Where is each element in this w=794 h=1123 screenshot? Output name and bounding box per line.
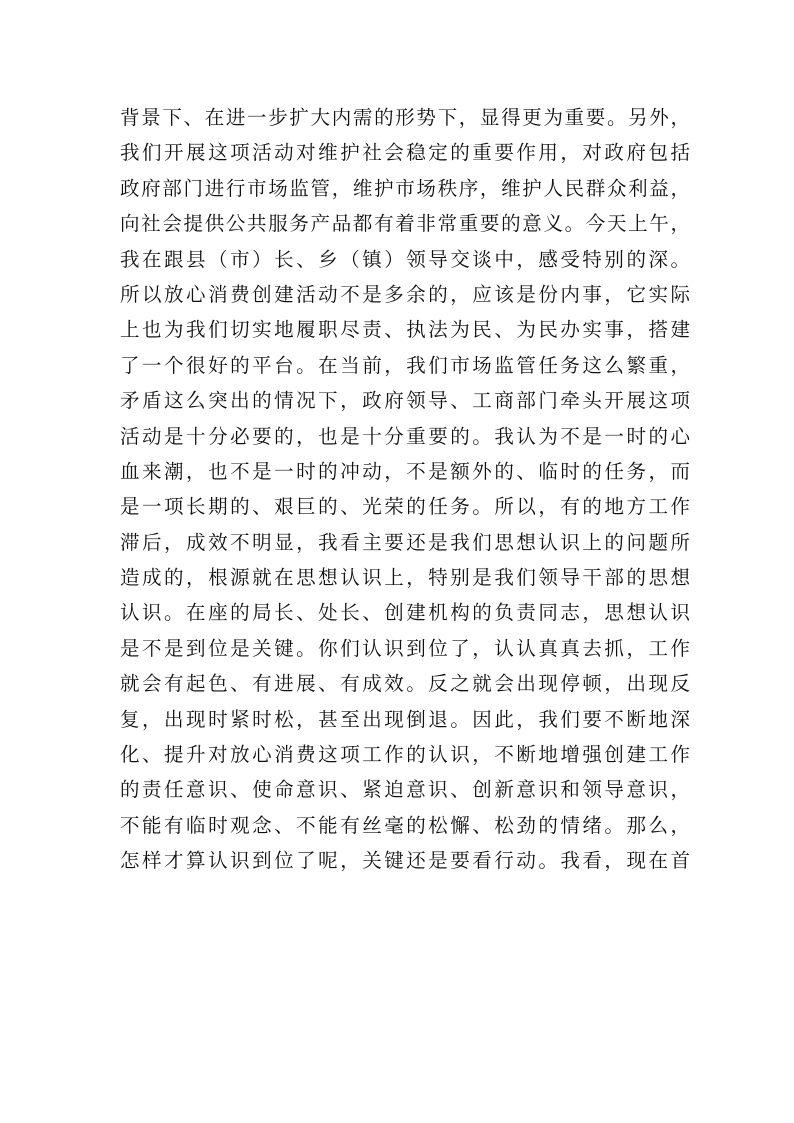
text-line: 的责任意识、使命意识、紧迫意识、创新意识和领导意识， [120, 778, 690, 802]
text-line: 活动是十分必要的，也是十分重要的。我认为不是一时的心 [120, 424, 690, 448]
text-line: 复，出现时紧时松，甚至出现倒退。因此，我们要不断地深 [120, 707, 690, 731]
text-line: 滞后，成效不明显，我看主要还是我们思想认识上的问题所 [120, 530, 690, 554]
text-line: 我在跟县（市）长、乡（镇）领导交谈中，感受特别的深。 [120, 247, 690, 271]
text-line: 了一个很好的平台。在当前，我们市场监管任务这么繁重， [120, 353, 690, 377]
text-line: 是不是到位是关键。你们认识到位了，认认真真去抓，工作 [120, 636, 690, 660]
text-line: 认识。在座的局长、处长、创建机构的负责同志，思想认识 [120, 601, 690, 625]
text-line: 造成的，根源就在思想认识上，特别是我们领导干部的思想 [120, 566, 690, 590]
text-line: 政府部门进行市场监管，维护市场秩序，维护人民群众利益， [120, 176, 690, 200]
text-line: 矛盾这么突出的情况下，政府领导、工商部门牵头开展这项 [120, 389, 690, 413]
text-line: 我们开展这项活动对维护社会稳定的重要作用，对政府包括 [120, 141, 690, 165]
text-line: 所以放心消费创建活动不是多余的，应该是份内事，它实际 [120, 282, 690, 306]
text-line: 是一项长期的、艰巨的、光荣的任务。所以，有的地方工作 [120, 495, 690, 519]
text-line: 就会有起色、有进展、有成效。反之就会出现停顿，出现反 [120, 672, 690, 696]
text-line: 怎样才算认识到位了呢，关键还是要看行动。我看，现在首 [120, 849, 690, 873]
text-line: 血来潮，也不是一时的冲动，不是额外的、临时的任务，而 [120, 459, 690, 483]
body-text [120, 100, 690, 879]
text-line: 向社会提供公共服务产品都有着非常重要的意义。今天上午， [120, 212, 690, 236]
text-line: 不能有临时观念、不能有丝毫的松懈、松劲的情绪。那么， [120, 813, 690, 837]
text-line: 上也为我们切实地履职尽责、执法为民、为民办实事，搭建 [120, 318, 690, 342]
text-line: 背景下、在进一步扩大内需的形势下，显得更为重要。另外， [120, 106, 690, 129]
text-line: 化、提升对放心消费这项工作的认识，不断地增强创建工作 [120, 743, 690, 767]
